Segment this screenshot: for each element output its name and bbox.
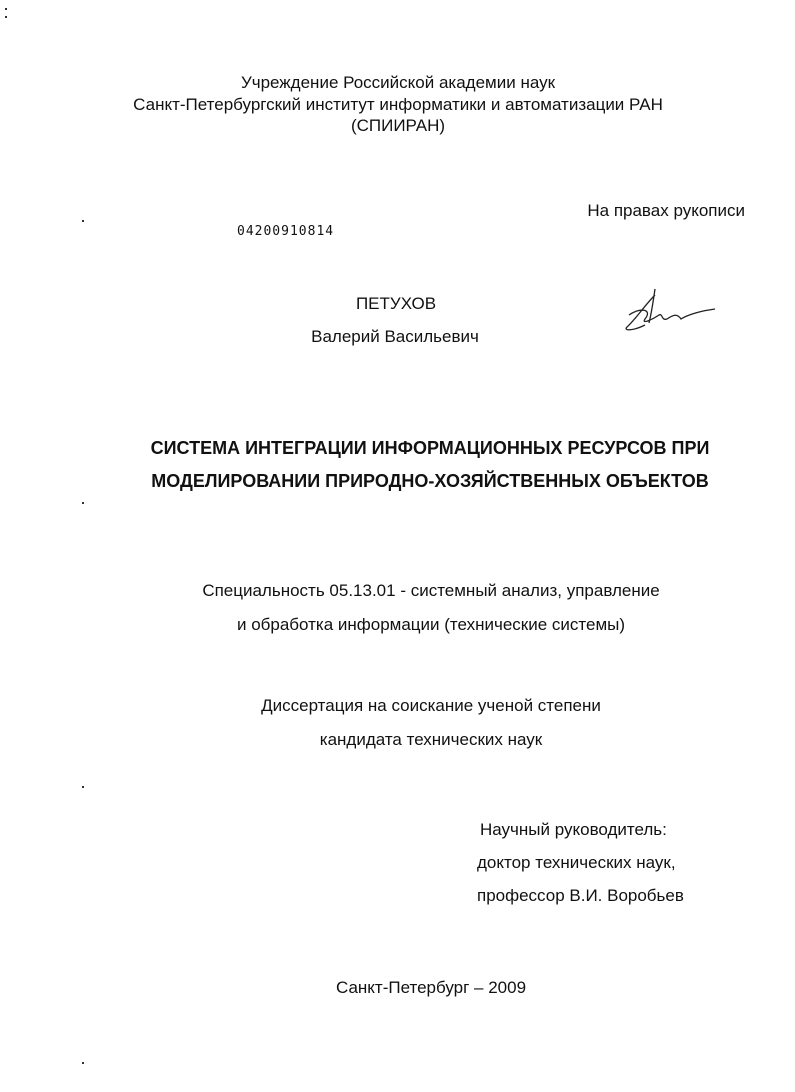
title-line-1: СИСТЕМА ИНТЕГРАЦИИ ИНФОРМАЦИОННЫХ РЕСУРСОВ ПРИ — [150, 438, 710, 458]
title-line-2: МОДЕЛИРОВАНИИ ПРИРОДНО-ХОЗЯЙСТВЕННЫХ ОБЪЕКТОВ — [151, 471, 709, 491]
institution-line-3: (СПИИРАН) — [350, 116, 446, 135]
scan-speck — [82, 502, 84, 504]
advisor-name: профессор В.И. Воробьев — [477, 886, 684, 905]
author-given-names: Валерий Васильевич — [311, 327, 479, 346]
degree-line-2: кандидата технических наук — [319, 730, 543, 749]
place-year: Санкт-Петербург – 2009 — [335, 978, 527, 997]
specialty-line-1: Специальность 05.13.01 - системный анализ, управление — [202, 581, 660, 600]
institution-line-1: Учреждение Российской академии наук — [240, 73, 556, 92]
signature — [615, 285, 725, 340]
scan-speck — [5, 16, 7, 18]
author-surname: ПЕТУХОВ — [355, 294, 437, 313]
scan-speck — [82, 1062, 84, 1064]
specialty-line-2: и обработка информации (технические системы) — [236, 615, 626, 634]
degree-line-1: Диссертация на соискание ученой степени — [261, 696, 601, 715]
advisor-degree: доктор технических наук, — [477, 853, 676, 872]
scan-speck — [82, 786, 84, 788]
manuscript-note: На правах рукописи — [587, 201, 745, 220]
institution-line-2: Санкт-Петербургский институт информатики и автоматизации РАН — [133, 95, 663, 114]
registration-number: 04200910814 — [237, 224, 335, 239]
advisor-label: Научный руководитель: — [480, 820, 667, 839]
scan-speck — [5, 8, 7, 10]
scan-speck — [82, 220, 84, 222]
